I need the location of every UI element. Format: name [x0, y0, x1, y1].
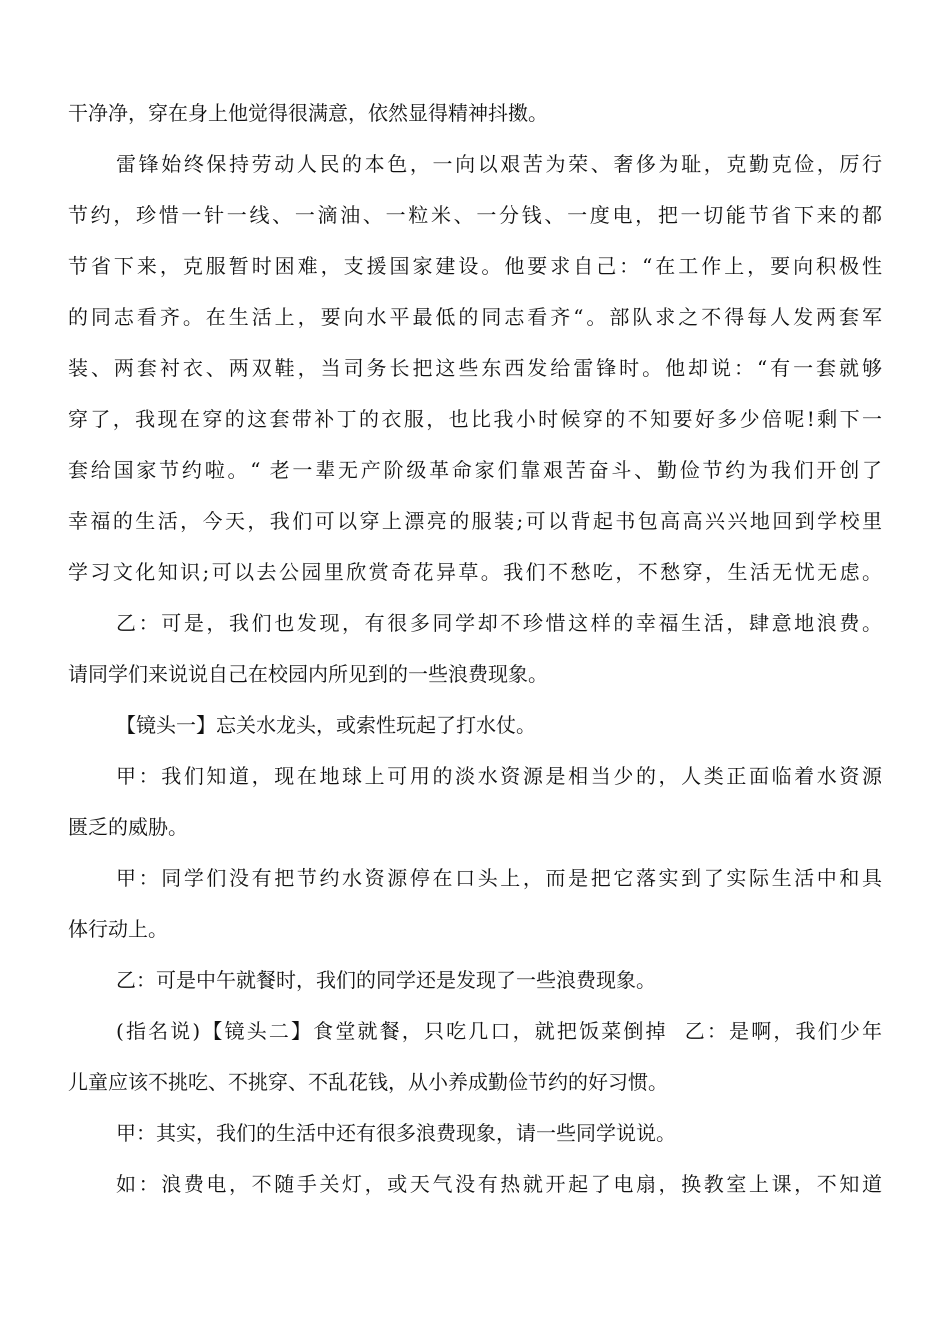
text-line: 如：浪费电，不随手关灯，或天气没有热就开起了电扇，换教室上课，不知道: [116, 1172, 882, 1196]
text-line: 装、两套衬衣、两双鞋，当司务长把这些东西发给雷锋时。他却说：“有一套就够: [68, 356, 882, 380]
text-line: 幸福的生活，今天，我们可以穿上漂亮的服装;可以背起书包高高兴兴地回到学校里: [68, 509, 882, 533]
text-line: 请同学们来说说自己在校园内所见到的一些浪费现象。: [68, 662, 548, 686]
text-line: (指名说)【镜头二】食堂就餐，只吃几口，就把饭菜倒掉 乙：是啊，我们少年: [116, 1019, 882, 1043]
text-line: 节省下来，克服暂时困难，支援国家建设。他要求自己：“在工作上，要向积极性: [68, 254, 882, 278]
text-line: 甲：我们知道，现在地球上可用的淡水资源是相当少的，人类正面临着水资源: [116, 764, 882, 788]
text-line: 体行动上。: [68, 917, 168, 941]
text-line: 甲：其实，我们的生活中还有很多浪费现象，请一些同学说说。: [116, 1121, 676, 1145]
text-line: 雷锋始终保持劳动人民的本色，一向以艰苦为荣、奢侈为耻，克勤克俭，厉行: [116, 152, 882, 176]
text-line: 套给国家节约啦。“ 老一辈无产阶级革命家们靠艰苦奋斗、勤俭节约为我们开创了: [68, 458, 882, 482]
text-line: 乙：可是中午就餐时，我们的同学还是发现了一些浪费现象。: [116, 968, 656, 992]
text-line: 节约，珍惜一针一线、一滴油、一粒米、一分钱、一度电，把一切能节省下来的都: [68, 203, 882, 227]
text-line: 的同志看齐。在生活上，要向水平最低的同志看齐“。部队求之不得每人发两套军: [68, 305, 882, 329]
text-line: 穿了，我现在穿的这套带补丁的衣服，也比我小时候穿的不知要好多少倍呢!剩下一: [68, 407, 882, 431]
text-line: 【镜头一】忘关水龙头，或索性玩起了打水仗。: [116, 713, 536, 737]
text-line: 乙：可是，我们也发现，有很多同学却不珍惜这样的幸福生活，肆意地浪费。: [116, 611, 882, 635]
text-line: 匮乏的威胁。: [68, 815, 188, 839]
text-line: 干净净，穿在身上他觉得很满意，依然显得精神抖擞。: [68, 101, 548, 125]
text-line: 甲：同学们没有把节约水资源停在口头上，而是把它落实到了实际生活中和具: [116, 866, 882, 890]
text-line: 儿童应该不挑吃、不挑穿、不乱花钱，从小养成勤俭节约的好习惯。: [68, 1070, 668, 1094]
text-line: 学习文化知识;可以去公园里欣赏奇花异草。我们不愁吃，不愁穿，生活无忧无虑。: [68, 560, 882, 584]
